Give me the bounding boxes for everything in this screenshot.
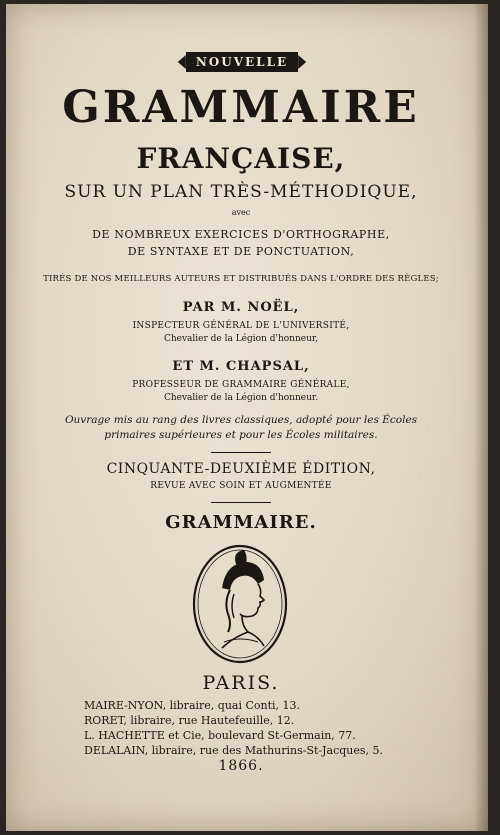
exercises-line-2: DE SYNTAXE ET DE PONCTUATION, — [127, 245, 355, 258]
publisher-line-1: MAIRE-NYON, libraire, quai Conti, 13. — [84, 699, 301, 712]
title-page — [6, 4, 488, 831]
author-1: PAR M. NOËL, — [182, 300, 300, 315]
banner-left-tip — [178, 55, 186, 69]
plan-line: SUR UN PLAN TRÈS-MÉTHODIQUE, — [64, 182, 418, 202]
divider-rule — [211, 452, 271, 453]
revised-line: REVUE AVEC SOIN ET AUGMENTÉE — [150, 481, 332, 491]
nouvelle-banner — [166, 52, 318, 72]
author-2: ET M. CHAPSAL, — [172, 359, 310, 374]
avec-line: avec — [231, 208, 251, 217]
nouvelle-label: NOUVELLE — [186, 52, 298, 72]
subtitle: FRANÇAISE, — [136, 142, 346, 175]
banner-right-tip — [298, 55, 306, 69]
city: PARIS. — [202, 672, 280, 694]
edition-line: CINQUANTE-DEUXIÈME ÉDITION, — [106, 461, 376, 477]
page-spine-shadow — [474, 4, 488, 831]
tires-line: TIRÉS DE NOS MEILLEURS AUTEURS ET DISTRIBUÉS DANS L'ORDRE DES RÈGLES; — [43, 274, 439, 284]
minerva-medallion-icon — [192, 544, 288, 664]
publication-year: 1866. — [218, 758, 264, 774]
publisher-line-2: RORET, libraire, rue Hautefeuille, 12. — [84, 714, 295, 727]
main-title: GRAMMAIRE — [62, 82, 420, 133]
author-1-honor: Chevalier de la Légion d'honneur, — [163, 334, 319, 344]
note-line-2: primaires supérieures et pour les Écoles militaires. — [104, 429, 378, 441]
exercises-line-1: DE NOMBREUX EXERCICES D'ORTHOGRAPHE, — [92, 228, 390, 241]
section-title: GRAMMAIRE. — [165, 512, 317, 533]
author-1-title: INSPECTEUR GÉNÉRAL DE L'UNIVERSITÉ, — [132, 321, 350, 331]
note-line-1: Ouvrage mis au rang des livres classiques, adopté pour les Écoles — [64, 414, 418, 426]
author-2-title: PROFESSEUR DE GRAMMAIRE GÉNÉRALE, — [132, 380, 350, 390]
publisher-line-4: DELALAIN, libraire, rue des Mathurins-St-Jacques, 5. — [84, 744, 384, 757]
divider-rule-2 — [211, 502, 271, 503]
publisher-line-3: L. HACHETTE et Cie, boulevard St-Germain, 77. — [84, 729, 356, 742]
author-2-honor: Chevalier de la Légion d'honneur. — [163, 393, 319, 403]
